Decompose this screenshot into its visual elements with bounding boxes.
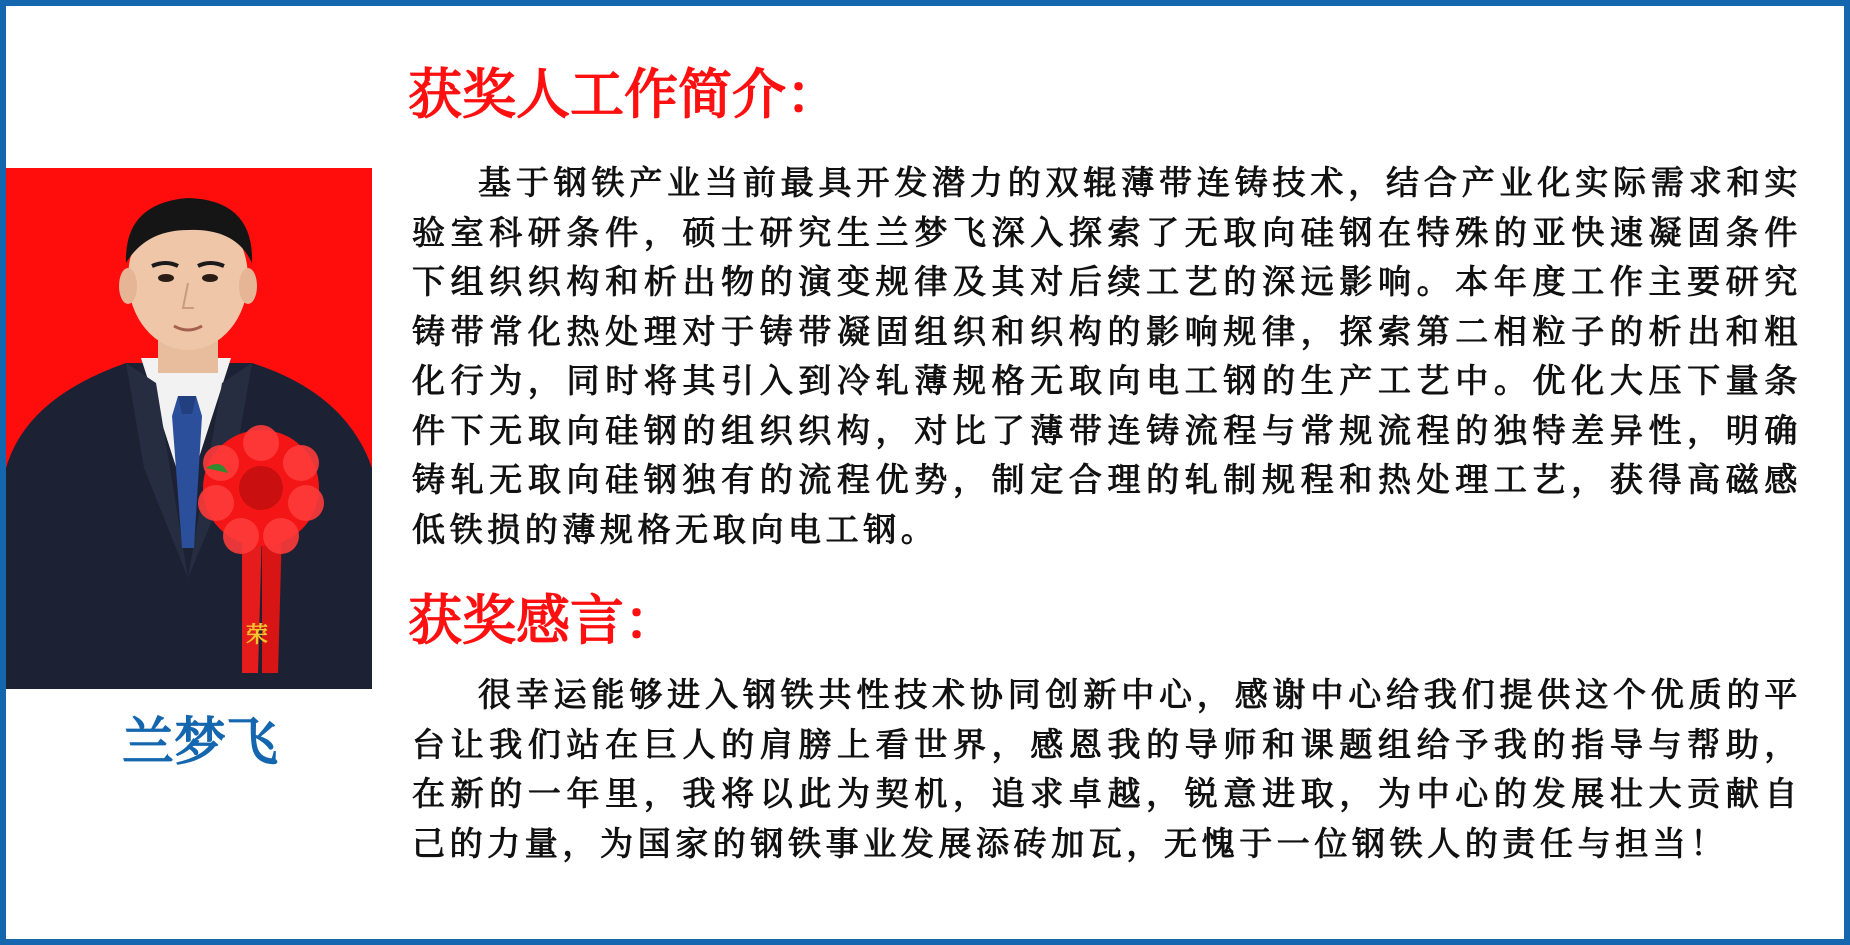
- award-speech-heading: 获奖感言：: [408, 589, 678, 652]
- person-name: 兰梦飞: [121, 713, 278, 773]
- ribbon-text: 荣: [246, 623, 269, 648]
- award-speech-paragraph: 很幸运能够进入钢铁共性技术协同创新中心，感谢中心给我们提供这个优质的平台让我们站在巨人的肩膀上看世界，感恩我的导师和课题组给予我的指导与帮助，在新的一年里，我将以此为契机，追求卓越，锐意进取，为中心的发展壮大贡献自己的力量，为国家的钢铁事业发展添砖加瓦，无愧于一位钢铁人的责任与担当！: [412, 675, 1802, 863]
- portrait-photo: [6, 168, 372, 689]
- work-summary-heading: 获奖人工作简介：: [408, 63, 840, 126]
- portrait-illustration: [6, 168, 372, 689]
- work-summary-paragraph: 基于钢铁产业当前最具开发潜力的双辊薄带连铸技术，结合产业化实际需求和实验室科研条件，硕士研究生兰梦飞深入探索了无取向硅钢在特殊的亚快速凝固条件下组织织构和析出物的演变规律及其对后续工艺的深远影响。本年度工作主要研究铸带常化热处理对于铸带凝固组织和织构的影响规律，探索第二相粒子的析出和粗化行为，同时将其引入到冷轧薄规格无取向电工钢的生产工艺中。优化大压下量条件下无取向硅钢的组织织构，对比了薄带连铸流程与常规流程的独特差异性，明确铸轧无取向硅钢独有的流程优势，制定合理的轧制规程和热处理工艺，获得高磁感低铁损的薄规格无取向电工钢。: [412, 163, 1802, 549]
